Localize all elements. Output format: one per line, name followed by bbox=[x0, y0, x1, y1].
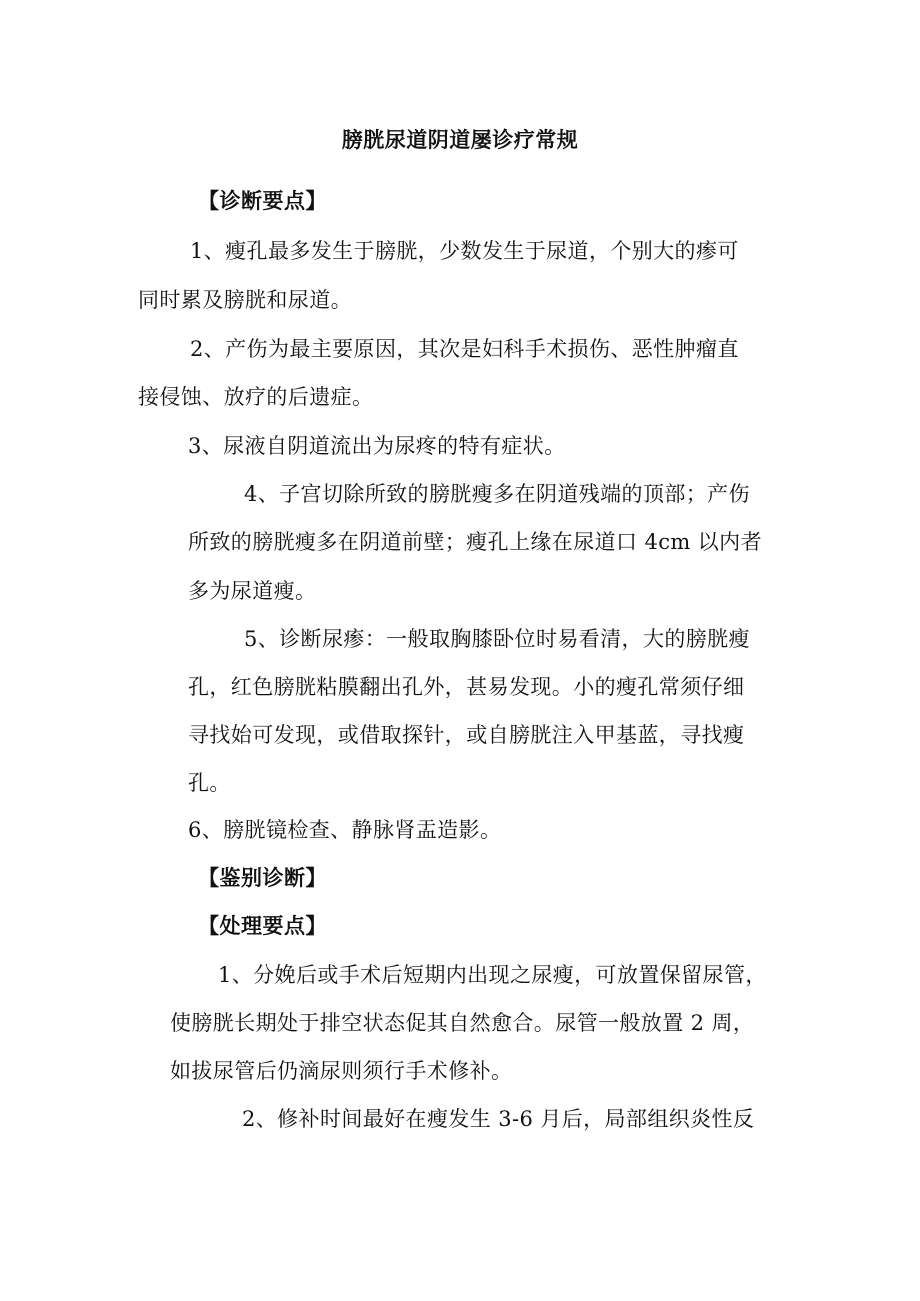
paragraph-line: 1、分娩后或手术后短期内出现之尿瘦，可放置保留尿管， bbox=[218, 963, 767, 987]
paragraph-line: 6、膀胱镜检查、静脉肾盂造影。 bbox=[188, 818, 502, 842]
paragraph-line: 1、瘦孔最多发生于膀胱，少数发生于尿道，个别大的瘆可 bbox=[190, 239, 739, 263]
document-title: 膀胱尿道阴道屡诊疗常规 bbox=[341, 128, 579, 152]
paragraph-line: 所致的膀胱瘦多在阴道前壁；瘦孔上缘在尿道口 4cm 以内者 bbox=[188, 530, 762, 554]
paragraph-line: 多为尿道瘦。 bbox=[188, 579, 317, 603]
section-heading-treatment: 【处理要点】 bbox=[198, 914, 327, 938]
paragraph-line: 同时累及膀胱和尿道。 bbox=[138, 288, 352, 312]
paragraph-line: 5、诊断尿瘆：一般取胸膝卧位时易看清，大的膀胱瘦 bbox=[244, 627, 750, 651]
section-heading-diagnosis: 【诊断要点】 bbox=[198, 189, 327, 213]
paragraph-line: 2、修补时间最好在瘦发生 3-6 月后，局部组织炎性反 bbox=[242, 1107, 755, 1131]
section-heading-differential: 【鉴别诊断】 bbox=[198, 866, 327, 890]
paragraph-line: 2、产伤为最主要原因，其次是妇科手术损伤、恶性肿瘤直 bbox=[190, 337, 739, 361]
paragraph-line: 4、子宫切除所致的膀胱瘦多在阴道残端的顶部；产伤 bbox=[244, 482, 750, 506]
paragraph-line: 寻找始可发现，或借取探针，或自膀胱注入甲基蓝，寻找瘦 bbox=[188, 723, 745, 747]
paragraph-line: 如拔尿管后仍滴尿则须行手术修补。 bbox=[170, 1059, 513, 1083]
paragraph-line: 使膀胱长期处于排空状态促其自然愈合。尿管一般放置 2 周， bbox=[170, 1011, 755, 1035]
paragraph-line: 孔。 bbox=[188, 771, 231, 795]
paragraph-line: 孔，红色膀胱粘膜翻出孔外，甚易发现。小的瘦孔常须仔细 bbox=[188, 675, 745, 699]
paragraph-line: 接侵蚀、放疗的后遗症。 bbox=[138, 385, 374, 409]
paragraph-line: 3、尿液自阴道流出为尿疼的特有症状。 bbox=[188, 434, 566, 458]
